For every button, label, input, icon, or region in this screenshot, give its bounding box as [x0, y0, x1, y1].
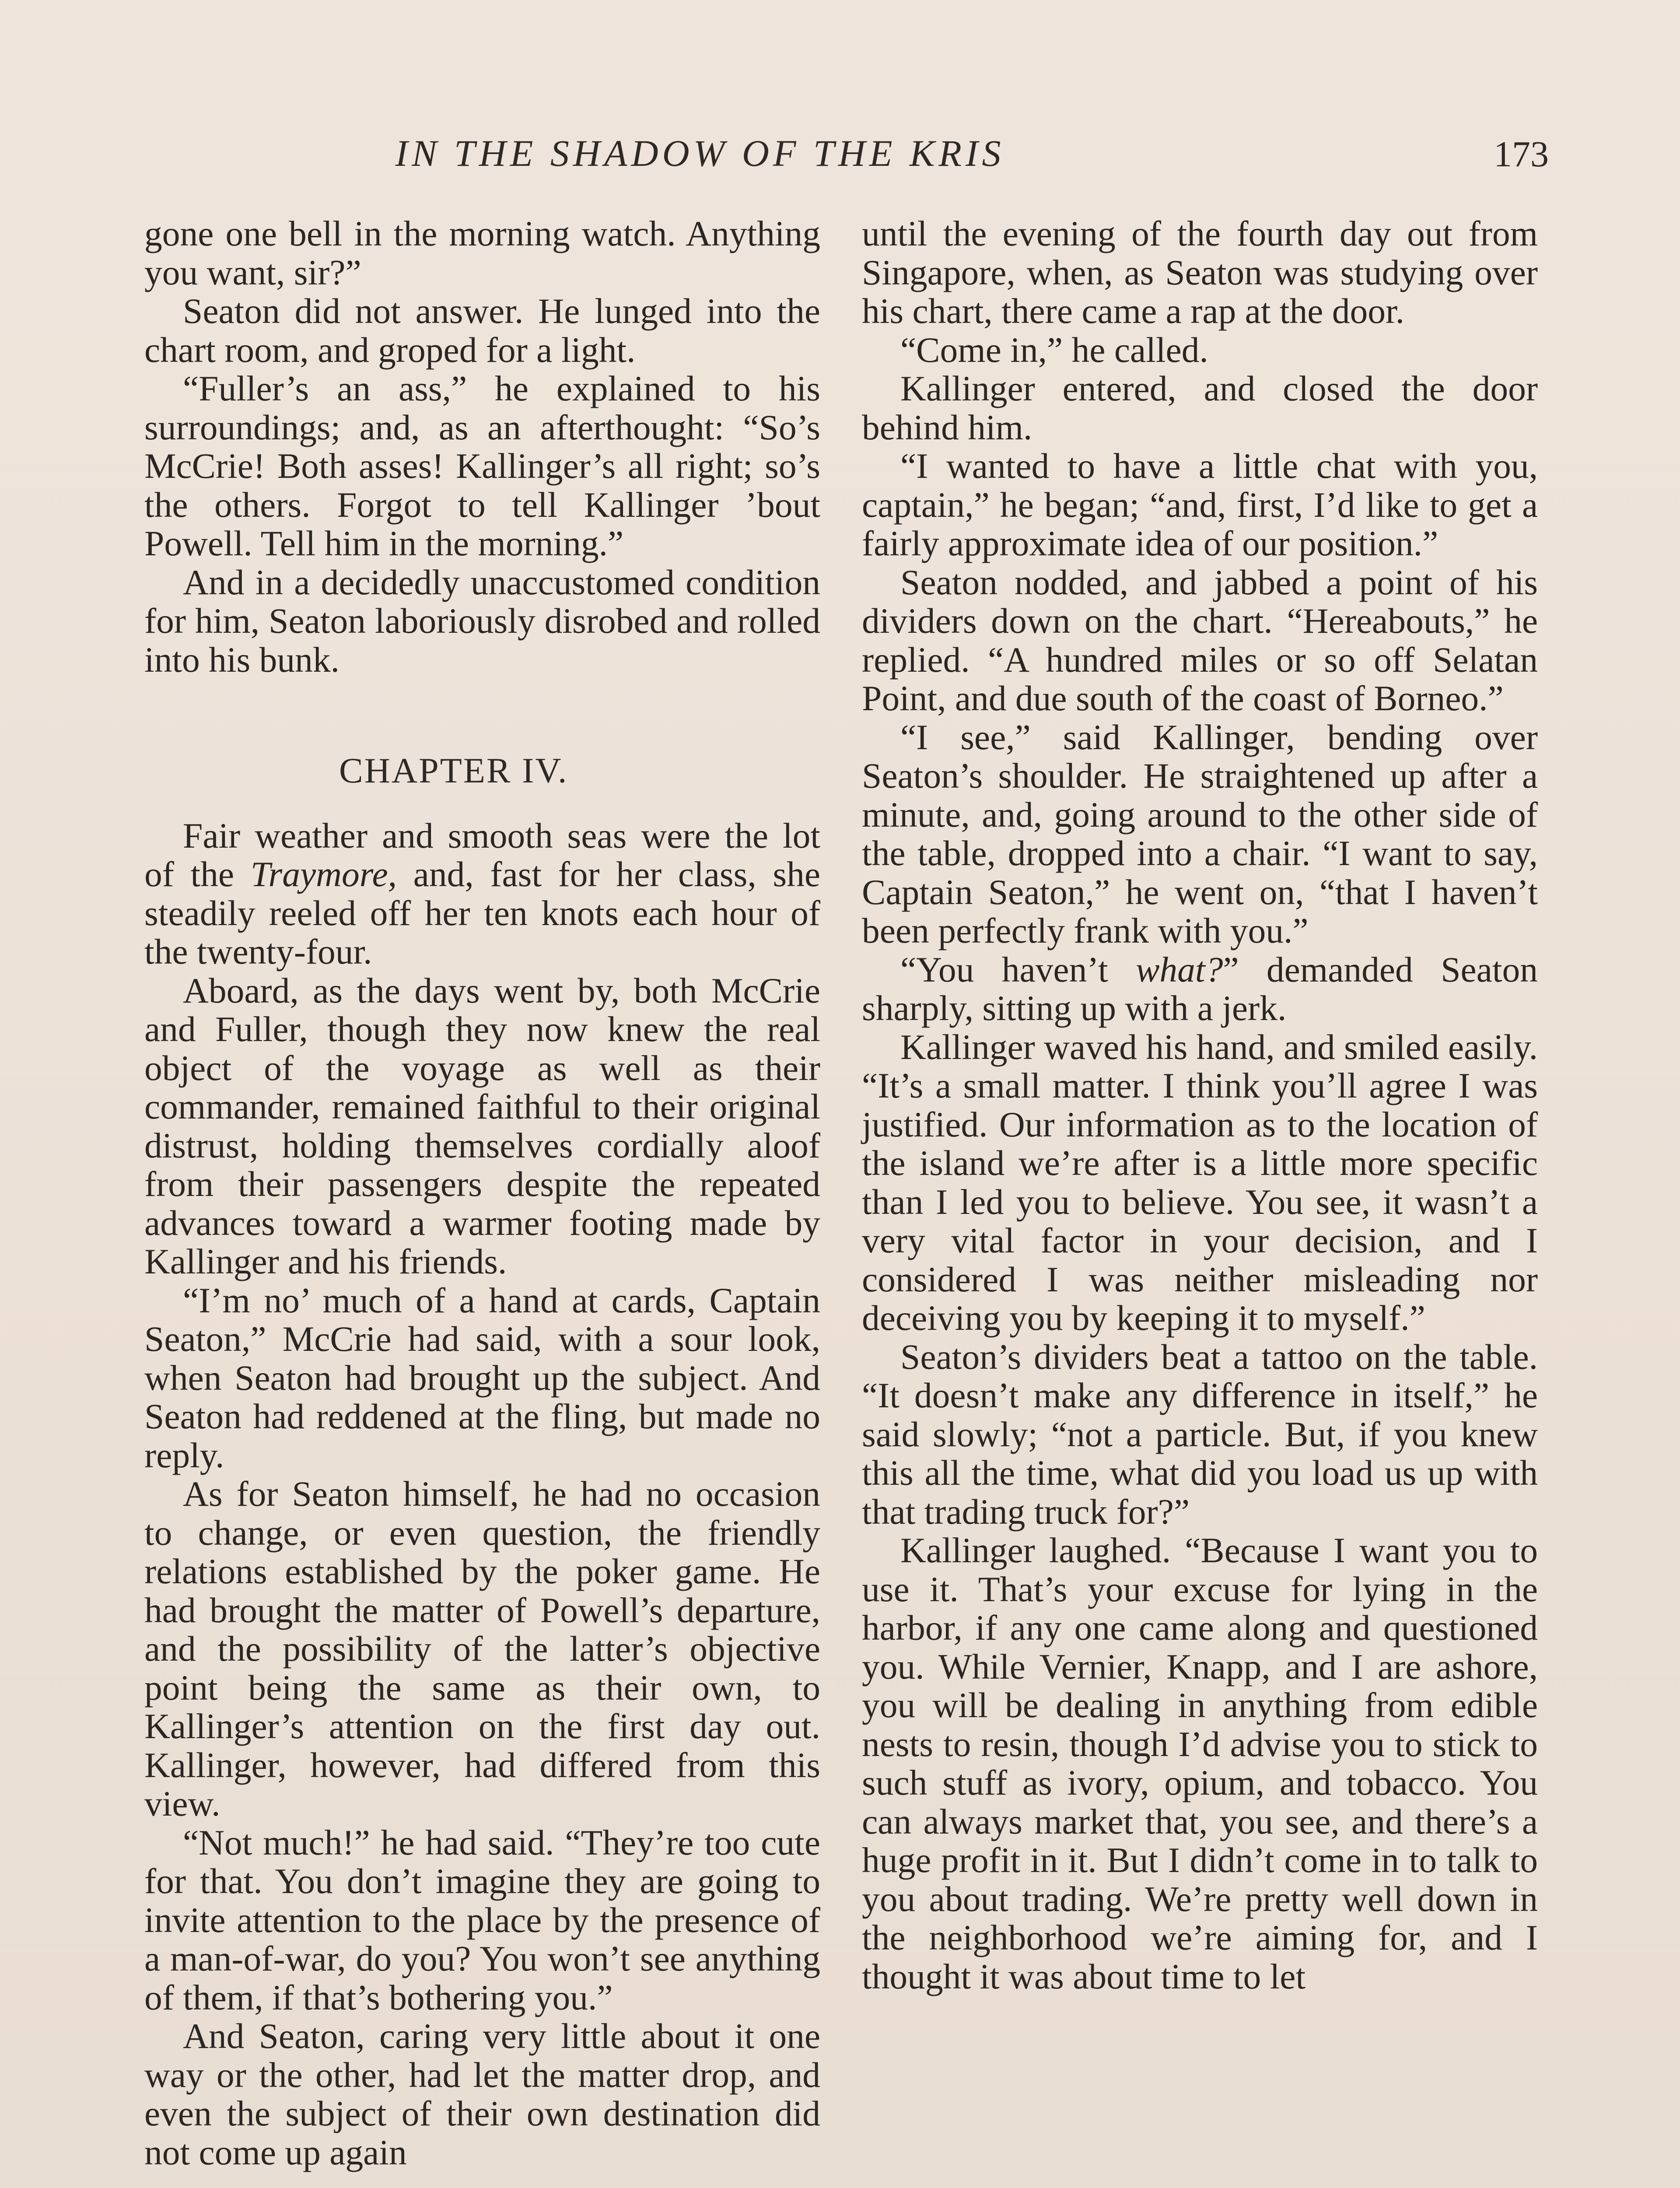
paragraph: “I wanted to have a little chat with you, captain,” he began; “and, first, I’d like to get a fairly approximate idea of our position.”	[862, 446, 1538, 563]
emphasis: what?	[1136, 949, 1223, 989]
paragraph: “Come in,” he called.	[900, 330, 1208, 370]
running-title: IN THE SHADOW OF THE KRIS	[395, 132, 1005, 174]
ship-name: Traymore,	[250, 854, 397, 894]
text-run: ” demanded Seaton sharply, sitting up with a jerk.	[862, 949, 1538, 1028]
paragraph: “I’m no’ much of a hand at cards, Captain Seaton,” McCrie had said, with a sour look, when Seaton had brought up the subject. And Seaton had reddened at the fling, but made no reply.	[144, 1280, 820, 1475]
text-run: and, fast for her class, she steadily reeled off her ten knots each hour of the twenty-four.	[144, 854, 820, 971]
left-column	[144, 214, 820, 2172]
paragraph: Kallinger laughed. “Because I want you to use it. That’s your excuse for lying in the harbor, if any one came along and questioned you. While Vernier, Knapp, and I are ashore, you will be dealing in anything from edible nests to resin, though I’d advise you to stick to such stuff as ivory, opium, and tobacco. You can always market that, you see, and there’s a huge profit in it. But I didn’t come in to talk to you about trading. We’re pretty well down in the neighborhood we’re aiming for, and I thought it was about time to let	[862, 1530, 1538, 1996]
right-column	[862, 214, 1538, 1996]
paragraph: Kallinger waved his hand, and smiled easily. “It’s a small matter. I think you’ll agree I was justified. Our information as to the location of the island we’re after is a little more specific than I led you to believe. You see, it wasn’t a very vital factor in your decision, and I considered I was neither misleading nor deceiving you by keeping it to myself.”	[862, 1027, 1538, 1338]
paragraph: Seaton’s dividers beat a tattoo on the table. “It doesn’t make any difference in itself,” he said slowly; “not a particle. But, if you knew this all the time, what did you load us up with that trading truck for?”	[862, 1336, 1538, 1532]
paragraph: Aboard, as the days went by, both McCrie and Fuller, though they now knew the real object of the voyage as well as their commander, remained faithful to their original distrust, holding themselves cordially aloof from their passengers despite the repeated advances toward a warmer footing made by Kallinger and his friends.	[144, 970, 820, 1281]
paragraph-fair-weather	[144, 817, 820, 971]
paragraph: Kallinger entered, and closed the door behind him.	[862, 368, 1538, 447]
paragraph: “Not much!” he had said. “They’re too cute for that. You don’t imagine they are going to invite attention to the place by the presence of a man-of-war, do you? You won’t see anything of them, if that’s bothering you.”	[144, 1822, 820, 2017]
paragraph: “I see,” said Kallinger, bending over Seaton’s shoulder. He straightened up after a minute, and, going around to the other side of the table, dropped into a chair. “I want to say, Captain Seaton,” he went on, “that I haven’t been perfectly frank with you.”	[862, 717, 1538, 950]
paragraph: gone one bell in the morning watch. Anything you want, sir?”	[144, 214, 820, 292]
paragraph: And Seaton, caring very little about it one way or the other, had let the matter drop, and even the subject of their own destination did not come up again	[144, 2016, 820, 2172]
paragraph: And in a decidedly unaccustomed condition for him, Seaton laboriously disrobed and rolled into his bunk.	[144, 562, 820, 680]
chapter-heading: CHAPTER IV.	[339, 750, 568, 790]
paragraph: As for Seaton himself, he had no occasion to change, or even question, the friendly relations established by the poker game. He had brought the matter of Powell’s departure, and the possibility of the latter’s objective point being the same as their own, to Kallinger’s attention on the first day out. Kallinger, however, had differed from this view.	[144, 1474, 820, 1823]
paragraph: Seaton did not answer. He lunged into the chart room, and groped for a light.	[144, 291, 820, 370]
page-number: 173	[1494, 134, 1549, 175]
paragraph-you-havent	[862, 950, 1538, 1028]
text-run: “You haven’t	[900, 949, 1136, 989]
paragraph: “Fuller’s an ass,” he explained to his surroundings; and, as an afterthought: “So’s McCrie! Both asses! Kallinger’s all right; so’s the others. Forgot to tell Kallinger ’bout Powell. Tell him in the morning.”	[144, 368, 820, 563]
running-head	[0, 131, 1680, 184]
text-run: Fair weather and smooth seas were the lot of the	[144, 815, 820, 894]
paragraph: until the evening of the fourth day out from Singapore, when, as Seaton was studying over his chart, there came a rap at the door.	[862, 214, 1538, 331]
paragraph: Seaton nodded, and jabbed a point of his dividers down on the chart. “Hereabouts,” he replied. “A hundred miles or so off Selatan Point, and due south of the coast of Borneo.”	[862, 562, 1538, 718]
